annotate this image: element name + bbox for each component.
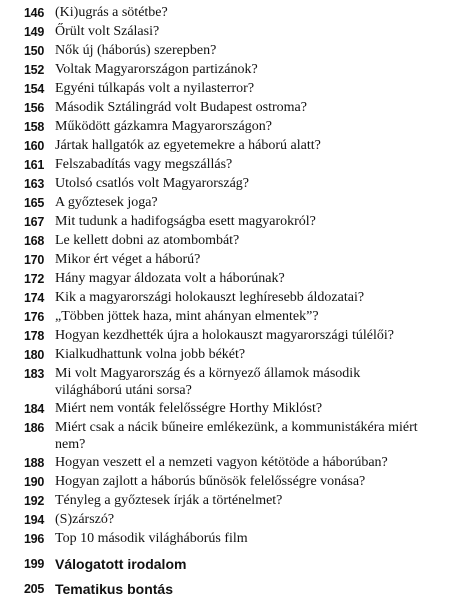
entry-title: Miért nem vonták felelősségre Horthy Miklóst? bbox=[55, 401, 323, 416]
entry-title: Hogyan kezdhették újra a holokauszt magyarországi túlélői? bbox=[55, 328, 394, 343]
entry-title: Őrült volt Szálasi? bbox=[55, 24, 160, 39]
page-number: 196 bbox=[24, 532, 44, 546]
page-number: 194 bbox=[24, 513, 44, 527]
entry-title: Működött gázkamra Magyarországon? bbox=[55, 119, 272, 134]
page-number: 186 bbox=[24, 421, 44, 435]
page-number: 170 bbox=[24, 253, 44, 267]
entry-title: Kialkudhattunk volna jobb békét? bbox=[55, 347, 246, 362]
page-number: 154 bbox=[24, 82, 44, 96]
entry-title: Top 10 második világháborús film bbox=[55, 531, 248, 546]
page-number: 180 bbox=[24, 348, 44, 362]
entry-title: Jártak hallgatók az egyetemekre a háború alatt? bbox=[55, 138, 321, 153]
section-title: Válogatott irodalom bbox=[55, 556, 187, 572]
page-number: 149 bbox=[24, 25, 44, 39]
page-number: 146 bbox=[24, 6, 44, 20]
page-number: 192 bbox=[24, 494, 44, 508]
entry-title: Felszabadítás vagy megszállás? bbox=[55, 157, 233, 172]
page-number: 188 bbox=[24, 456, 44, 470]
entry-title: Le kellett dobni az atombombát? bbox=[55, 233, 240, 248]
page-number: 178 bbox=[24, 329, 44, 343]
entry-title: Mit tudunk a hadifogságba esett magyarokról? bbox=[55, 214, 316, 229]
entry-title: Kik a magyarországi holokauszt leghíresebb áldozatai? bbox=[55, 290, 365, 305]
entry-title: Voltak Magyarországon partizánok? bbox=[55, 62, 258, 77]
entry-title: Nők új (háborús) szerepben? bbox=[55, 43, 217, 58]
page-number: 161 bbox=[24, 158, 44, 172]
page-number: 205 bbox=[24, 582, 44, 596]
entry-title: A győztesek joga? bbox=[55, 195, 158, 210]
entry-title: Mikor ért véget a háború? bbox=[55, 252, 201, 267]
page-number: 183 bbox=[24, 367, 44, 381]
entry-title: Hány magyar áldozata volt a háborúnak? bbox=[55, 271, 285, 286]
entry-title: Hogyan zajlott a háborús bűnösök felelősségre vonása? bbox=[55, 474, 366, 489]
entry-title: (Ki)ugrás a sötétbe? bbox=[55, 5, 168, 20]
page-number: 190 bbox=[24, 475, 44, 489]
page-number: 184 bbox=[24, 402, 44, 416]
page-number: 150 bbox=[24, 44, 44, 58]
entry-title: Tényleg a győztesek írják a történelmet? bbox=[55, 493, 283, 508]
entry-title: Egyéni túlkapás volt a nyilasterror? bbox=[55, 81, 255, 96]
page-number: 156 bbox=[24, 101, 44, 115]
page-number: 168 bbox=[24, 234, 44, 248]
page-number: 174 bbox=[24, 291, 44, 305]
entry-title: Utolsó csatlós volt Magyarország? bbox=[55, 176, 250, 191]
page-number: 152 bbox=[24, 63, 44, 77]
entry-title: (S)zárszó? bbox=[55, 512, 115, 527]
entry-title: Hogyan veszett el a nemzeti vagyon kétötöde a háborúban? bbox=[55, 455, 388, 470]
page-number: 172 bbox=[24, 272, 44, 286]
page-number: 176 bbox=[24, 310, 44, 324]
entry-title: „Többen jöttek haza, mint ahányan elmentek”? bbox=[55, 309, 319, 324]
section-title: Tematikus bontás bbox=[55, 581, 173, 597]
page-number: 158 bbox=[24, 120, 44, 134]
page-number: 165 bbox=[24, 196, 44, 210]
page-number: 167 bbox=[24, 215, 44, 229]
page-number: 199 bbox=[24, 557, 44, 571]
page-number: 163 bbox=[24, 177, 44, 191]
entry-title: Második Sztálingrád volt Budapest ostroma? bbox=[55, 100, 307, 115]
entry-title: Miért csak a nácik bűneire emlékezünk, a kommunistákéra miért nem? bbox=[55, 420, 418, 452]
page-number: 160 bbox=[24, 139, 44, 153]
entry-title: Mi volt Magyarország és a környező államok második világháború utáni sorsa? bbox=[55, 366, 361, 398]
